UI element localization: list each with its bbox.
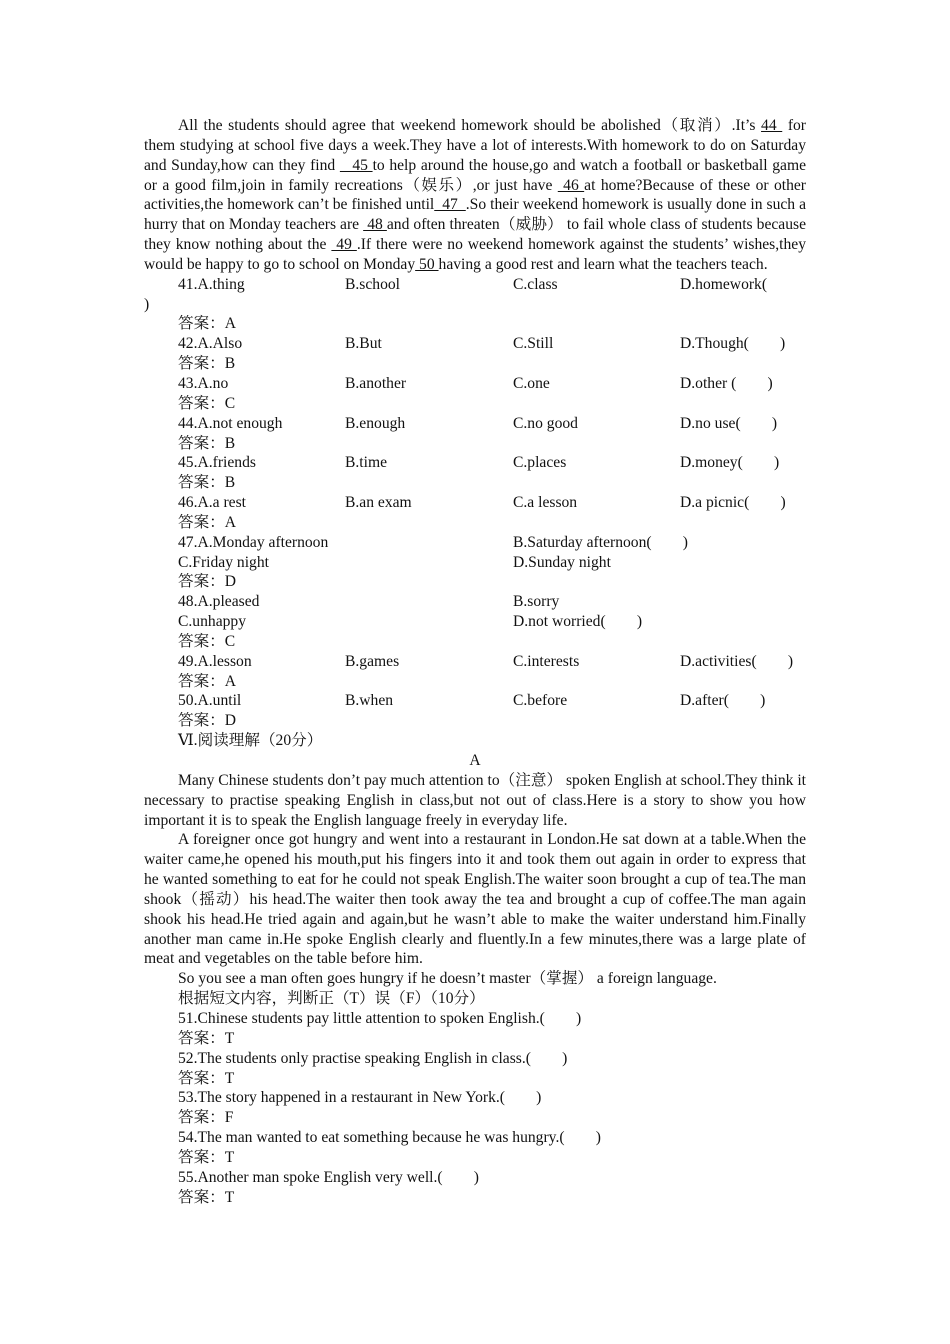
option: B.an exam (345, 494, 412, 512)
option: 43.A.no (178, 374, 229, 392)
option: D.other ( ) (680, 374, 773, 392)
question-row (144, 275, 806, 295)
option: D.after( ) (680, 692, 766, 710)
option: D.a picnic( ) (680, 494, 786, 512)
option: C.places (513, 454, 567, 472)
passage-text: at home?Because of these or other activities,the homework can’t be finished until (144, 176, 806, 214)
option: B.Saturday afternoon( ) (513, 533, 688, 551)
cloze-questions (144, 275, 806, 731)
answer-line (144, 1069, 806, 1089)
option: 49.A.lesson (178, 652, 252, 670)
answer-prefix: 答案： (178, 672, 225, 690)
answer-line (144, 672, 806, 692)
option: B.games (345, 652, 400, 670)
reading-label: A (469, 752, 481, 769)
answer-prefix: 答案： (178, 1029, 225, 1047)
option: B.time (345, 454, 388, 472)
option: D.Though( ) (680, 335, 786, 353)
option: B.school (345, 275, 401, 293)
answer-line (144, 1029, 806, 1049)
option: C.no good (513, 414, 578, 432)
blank: 50 (415, 255, 439, 273)
question-row (144, 533, 806, 553)
blank: 46 (557, 176, 585, 194)
answer-prefix: 答案： (178, 1109, 225, 1127)
option: D.not worried( ) (513, 613, 643, 631)
reading-paragraph: So you see a man often goes hungry if he doesn’t master（掌握） a foreign language. (178, 970, 717, 988)
answer-value: D (224, 712, 237, 730)
document-page (144, 116, 806, 1207)
answer-value: T (224, 1188, 235, 1206)
cloze-passage (144, 116, 806, 275)
answer-line (144, 394, 806, 414)
passage-text: .So their weekend homework is usually done in such a hurry that on Monday teachers are (144, 196, 807, 234)
question-row (144, 691, 806, 711)
option: C.a lesson (513, 494, 578, 512)
tf-question: 53.The story happened in a restaurant in New York.( ) (178, 1089, 542, 1107)
answer-line (144, 1148, 806, 1168)
blank: 49 (331, 236, 357, 254)
option: C.before (513, 692, 568, 710)
option: B.when (345, 692, 394, 710)
reading-paragraph: A foreigner once got hungry and went into a restaurant in London.He sat down at a table.When the waiter came,he opened his mouth,put his fingers into it and took them out again in order to express that he wanted something to eat for he could not speak English.The waiter soon brought a cup of tea.The man shook（摇动）his head.The waiter then took away the tea and brought a cup of coffee.The man again shook his head.He tried again and again,but he wasn’t able to make the waiter understand him.Finally another man came in.He spoke English clearly and fluently.In a few minutes,there was a large plate of meat and vegetables on the table before him. (144, 831, 806, 968)
option: 42.A.Also (178, 335, 243, 353)
answer-value: C (224, 632, 236, 650)
answer-prefix: 答案： (178, 474, 225, 492)
passage-text: having a good rest and learn what the teachers teach. (438, 255, 768, 273)
blank: 48 (363, 216, 387, 234)
answer-line (144, 632, 806, 652)
option: 46.A.a rest (178, 494, 246, 512)
tf-instruction: 根据短文内容，判断正（T）误（F）（10分） (178, 990, 485, 1008)
tf-question: 52.The students only practise speaking English in class.( ) (178, 1049, 568, 1067)
question-row (144, 592, 806, 612)
answer-prefix: 答案： (178, 394, 225, 412)
answer-prefix: 答案： (178, 355, 225, 373)
tf-question: 51.Chinese students pay little attention to spoken English.( ) (178, 1009, 582, 1027)
option: B.enough (345, 414, 406, 432)
option: B.But (345, 335, 382, 353)
option: C.Friday night (178, 553, 269, 571)
answer-line (144, 354, 806, 374)
question-row (144, 612, 806, 632)
answer-prefix: 答案： (178, 1188, 225, 1206)
tf-questions (144, 1009, 806, 1207)
answer-prefix: 答案： (178, 573, 225, 591)
option: D.homework( (680, 275, 768, 293)
reading-paragraph: Many Chinese students don’t pay much attention to（注意） spoken English at school.They think it necessary to practise speaking English in class,but not out of class.Here is a story to show you how important it is to speak the English language freely in everyday life. (144, 771, 806, 829)
answer-value: B (224, 355, 236, 373)
option: 44.A.not enough (178, 414, 283, 432)
section-title: Ⅵ.阅读理解（20分） (178, 732, 323, 750)
question-row (144, 374, 806, 394)
answer-prefix: 答案： (178, 632, 225, 650)
option: 41.A.thing (178, 275, 245, 293)
passage-text: to help around the house,go and watch a football or basketball game or a good film,join in family recreations（娱乐）,or just have (144, 156, 807, 194)
answer-value: C (224, 394, 236, 412)
option: C.Still (513, 335, 554, 353)
answer-prefix: 答案： (178, 712, 225, 730)
option: 50.A.until (178, 692, 242, 710)
option: 45.A.friends (178, 454, 256, 472)
answer-prefix: 答案： (178, 315, 225, 333)
passage-text: .If there were no weekend homework against the students’ wishes,they would be happy to go to school on Monday (144, 236, 806, 273)
answer-value: A (224, 672, 237, 690)
blank: 47 (434, 196, 466, 214)
question-row (144, 493, 806, 513)
blank: 44 (761, 117, 783, 134)
question-row (144, 652, 806, 672)
option: B.sorry (513, 593, 560, 611)
tf-question: 54.The man wanted to eat something because he was hungry.( ) (178, 1129, 601, 1147)
option: 47.A.Monday afternoon (178, 533, 329, 551)
answer-line (144, 314, 806, 334)
answer-line (144, 572, 806, 592)
option: C.interests (513, 652, 580, 670)
option: 48.A.pleased (178, 593, 260, 611)
answer-value: A (224, 513, 237, 531)
answer-prefix: 答案： (178, 1069, 225, 1087)
option-tail: ) (144, 295, 150, 313)
answer-value: B (224, 474, 236, 492)
answer-line (144, 434, 806, 454)
answer-value: B (224, 434, 236, 452)
tf-question: 55.Another man spoke English very well.( ) (178, 1168, 479, 1186)
answer-line (144, 1188, 806, 1208)
passage-text: and often threaten（威胁） to fail whole class of students because they know nothing about the (144, 216, 807, 254)
passage-text: for them studying at school five days a week.They have a lot of interests.With homework to do on Saturday and Sunday,how can they find (144, 117, 807, 174)
answer-value: F (224, 1109, 234, 1127)
answer-prefix: 答案： (178, 1148, 225, 1166)
answer-value: T (224, 1148, 235, 1166)
answer-line (144, 513, 806, 533)
option: C.one (513, 374, 550, 392)
answer-value: T (224, 1069, 235, 1087)
question-row (144, 453, 806, 473)
option: B.another (345, 374, 407, 392)
question-row (144, 553, 806, 573)
question-row (144, 334, 806, 354)
option: D.activities( ) (680, 652, 794, 670)
answer-value: D (224, 573, 237, 591)
answer-value: T (224, 1029, 235, 1047)
answer-value: A (224, 315, 237, 333)
answer-prefix: 答案： (178, 513, 225, 531)
answer-prefix: 答案： (178, 434, 225, 452)
question-row (144, 414, 806, 434)
option: D.money( ) (680, 454, 780, 472)
blank: _45 (339, 156, 373, 174)
option: D.no use( ) (680, 414, 778, 432)
option: C.unhappy (178, 613, 247, 631)
answer-line (144, 473, 806, 493)
option: C.class (513, 275, 558, 293)
passage-text: All the students should agree that weekend homework should be abolished（取消）.It’s (178, 117, 762, 134)
answer-line (144, 711, 806, 731)
answer-line (144, 1108, 806, 1128)
option: D.Sunday night (513, 553, 611, 571)
